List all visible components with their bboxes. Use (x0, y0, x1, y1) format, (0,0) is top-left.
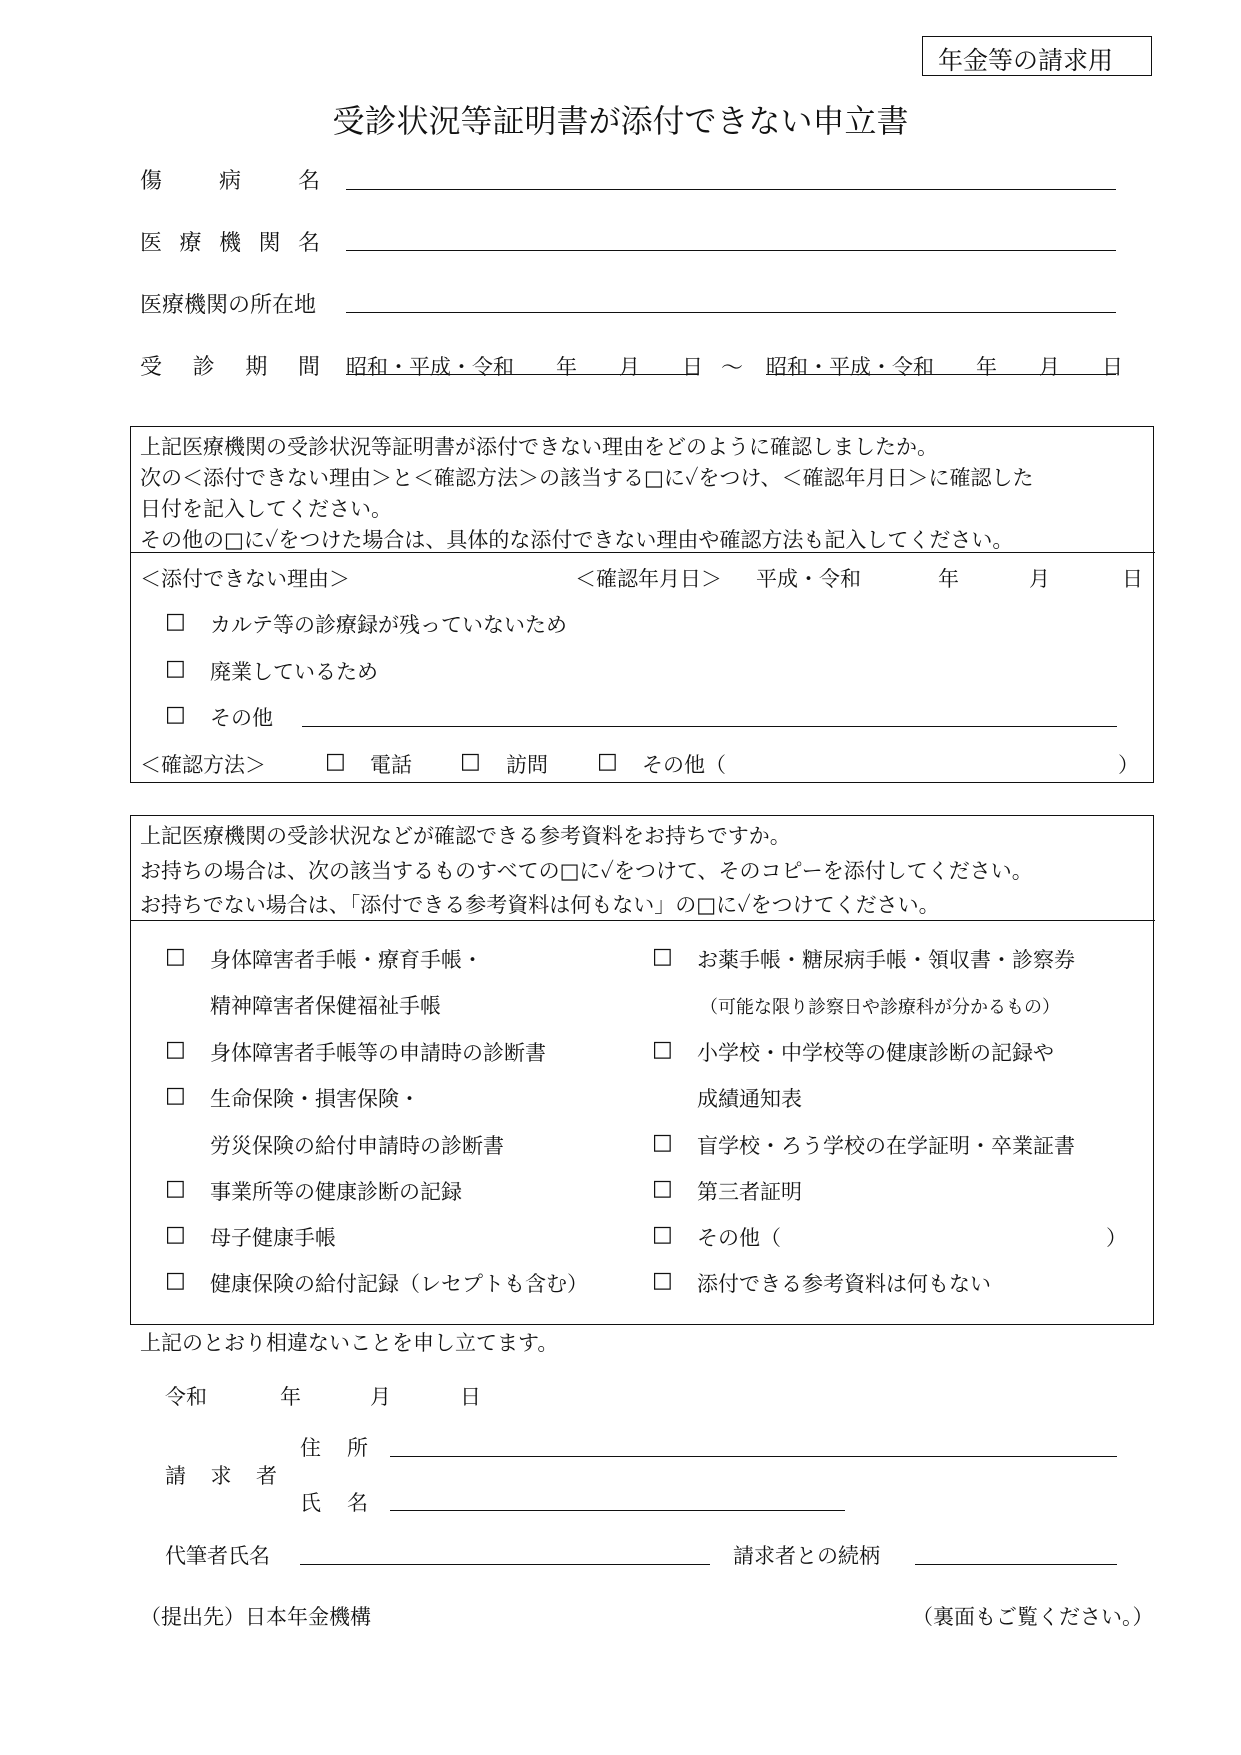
claimant-address-label (300, 1432, 368, 1462)
ref-checkbox-other[interactable]: □ (652, 1222, 673, 1247)
period-end[interactable]: 昭和・平成・令和 年 月 日 (766, 355, 1123, 379)
ref-school-checkup-2: 成績通知表 (697, 1087, 802, 1111)
ref-none: 添付できる参考資料は何もない (697, 1272, 991, 1296)
ref-school-checkup-1: 小学校・中学校等の健康診断の記録や (697, 1041, 1054, 1065)
form-tag: 年金等の請求用 (938, 46, 1114, 75)
label-char: 間 (297, 355, 320, 380)
label-char: 機 (218, 231, 241, 256)
ref-insurance-2: 労災保険の給付申請時の診断書 (210, 1134, 504, 1158)
relation-input[interactable] (915, 1564, 1117, 1565)
reason-1: カルテ等の診療録が残っていないため (210, 613, 567, 637)
footer-see-back: （裏面もご覧ください。） (912, 1605, 1154, 1629)
period-label (140, 350, 320, 381)
reason-2: 廃業しているため (210, 660, 378, 684)
address-label: 医療機関の所在地 (140, 293, 317, 318)
declaration: 上記のとおり相違ないことを申し立てます。 (140, 1331, 559, 1355)
method-phone: 電話 (370, 753, 412, 777)
ref-workplace-checkup: 事業所等の健康診断の記録 (210, 1180, 462, 1204)
period-start[interactable]: 昭和・平成・令和 年 月 日 (346, 355, 703, 379)
reason-checkbox-3[interactable]: □ (165, 702, 186, 727)
confirm-date-year: 年 (938, 567, 959, 591)
ref-maternal-book: 母子健康手帳 (210, 1226, 336, 1250)
section1-divider (130, 552, 1155, 553)
date-era: 令和 (165, 1385, 207, 1409)
ref-checkbox-maternal-book[interactable]: □ (165, 1222, 186, 1247)
confirm-date-header: ＜確認年月日＞ (575, 567, 722, 591)
footer-submit-to: （提出先）日本年金機構 (140, 1605, 371, 1629)
section1-intro-1: 上記医療機関の受診状況等証明書が添付できない理由をどのように確認しましたか。 (140, 435, 938, 459)
confirm-date-day: 日 (1122, 567, 1143, 591)
ref-insurance-1: 生命保険・損害保険・ (210, 1087, 420, 1111)
claimant-name-label (300, 1487, 368, 1517)
section2-intro-1: 上記医療機関の受診状況などが確認できる参考資料をお持ちですか。 (140, 824, 791, 848)
ref-checkbox-third-party[interactable]: □ (652, 1176, 673, 1201)
hospital-label (140, 226, 320, 257)
hospital-input[interactable] (346, 250, 1116, 251)
ref-health-insurance: 健康保険の給付記録（レセプトも含む） (210, 1272, 588, 1296)
ref-medicine-note: （可能な限り診察日や診療科が分かるもの） (700, 997, 1060, 1018)
label-char: 名 (297, 231, 320, 256)
label-char: 名 (347, 1491, 368, 1515)
label-char: 者 (256, 1464, 277, 1488)
ref-disability-book-2: 精神障害者保健福祉手帳 (210, 994, 441, 1018)
ref-third-party: 第三者証明 (697, 1180, 802, 1204)
section1-intro-2: 次の＜添付できない理由＞と＜確認方法＞の該当する□に✓をつけ、＜確認年月日＞に確認した (140, 466, 1034, 490)
label-char: 療 (179, 231, 202, 256)
ref-checkbox-health-insurance[interactable]: □ (165, 1268, 186, 1293)
period-tilde: 〜 (721, 356, 744, 381)
ref-checkbox-medicine-book[interactable]: □ (652, 944, 673, 969)
label-char: 氏 (300, 1491, 321, 1515)
label-char: 住 (300, 1436, 321, 1460)
label-char: 傷 (140, 169, 163, 194)
ref-checkbox-disability-book[interactable]: □ (165, 944, 186, 969)
reason-checkbox-2[interactable]: □ (165, 656, 186, 681)
ref-other: その他（ (697, 1226, 781, 1250)
method-checkbox-other[interactable]: □ (597, 749, 618, 774)
ref-checkbox-insurance[interactable]: □ (165, 1083, 186, 1108)
label-char: 名 (297, 169, 320, 194)
confirm-date-era[interactable]: 平成・令和 (756, 567, 861, 591)
method-other-close: ） (1118, 753, 1139, 777)
section2-intro-3: お持ちでない場合は、「添付できる参考資料は何もない」の□に✓をつけてください。 (140, 893, 940, 917)
reason-3: その他 (210, 706, 273, 730)
method-checkbox-phone[interactable]: □ (325, 749, 346, 774)
ref-checkbox-special-school[interactable]: □ (652, 1130, 673, 1155)
reason-checkbox-1[interactable]: □ (165, 609, 186, 634)
date-month: 月 (370, 1385, 391, 1409)
proxy-name-input[interactable] (300, 1564, 710, 1565)
ref-special-school: 盲学校・ろう学校の在学証明・卒業証書 (697, 1134, 1075, 1158)
period-start-line (346, 374, 698, 375)
method-other: その他（ (642, 753, 726, 777)
label-char: 求 (210, 1464, 232, 1488)
label-char: 関 (258, 231, 281, 256)
ref-disability-diagnosis: 身体障害者手帳等の申請時の診断書 (210, 1041, 546, 1065)
label-char: 請 (165, 1464, 186, 1488)
disease-input[interactable] (346, 189, 1116, 190)
label-char: 診 (192, 355, 215, 380)
proxy-label: 代筆者氏名 (165, 1544, 270, 1568)
disease-label (140, 164, 320, 195)
reason-header: ＜添付できない理由＞ (140, 567, 350, 591)
ref-disability-book-1: 身体障害者手帳・療育手帳・ (210, 948, 483, 972)
method-visit: 訪問 (506, 753, 548, 777)
date-year: 年 (280, 1385, 301, 1409)
section1-intro-3: 日付を記入してください。 (140, 497, 392, 521)
section2-divider (130, 920, 1155, 921)
ref-medicine-book: お薬手帳・糖尿病手帳・領収書・診察券 (697, 948, 1075, 972)
method-checkbox-visit[interactable]: □ (460, 749, 481, 774)
ref-other-close: ） (1106, 1226, 1127, 1250)
ref-checkbox-school-checkup[interactable]: □ (652, 1037, 673, 1062)
claimant-name-input[interactable] (390, 1510, 845, 1511)
method-header: ＜確認方法＞ (140, 753, 266, 777)
ref-checkbox-none[interactable]: □ (652, 1268, 673, 1293)
section1-intro-4: その他の□に✓をつけた場合は、具体的な添付できない理由や確認方法も記入してください。 (140, 528, 1014, 552)
label-char: 期 (245, 355, 268, 380)
label-char: 受 (140, 355, 163, 380)
relation-label: 請求者との続柄 (733, 1544, 880, 1568)
reason-other-input[interactable] (302, 726, 1117, 727)
section2-intro-2: お持ちの場合は、次の該当するものすべての□に✓をつけて、そのコピーを添付してください。 (140, 859, 1033, 883)
claimant-address-input[interactable] (390, 1456, 1117, 1457)
period-end-line (766, 374, 1116, 375)
ref-checkbox-workplace-checkup[interactable]: □ (165, 1176, 186, 1201)
confirm-date-month: 月 (1029, 567, 1050, 591)
label-char: 病 (218, 169, 241, 194)
label-char: 所 (347, 1436, 368, 1460)
page-title: 受診状況等証明書が添付できない申立書 (332, 102, 909, 140)
date-day: 日 (460, 1385, 481, 1409)
ref-checkbox-disability-diagnosis[interactable]: □ (165, 1037, 186, 1062)
claimant-label (165, 1460, 277, 1490)
address-input[interactable] (346, 312, 1116, 313)
label-char: 医 (140, 231, 163, 256)
